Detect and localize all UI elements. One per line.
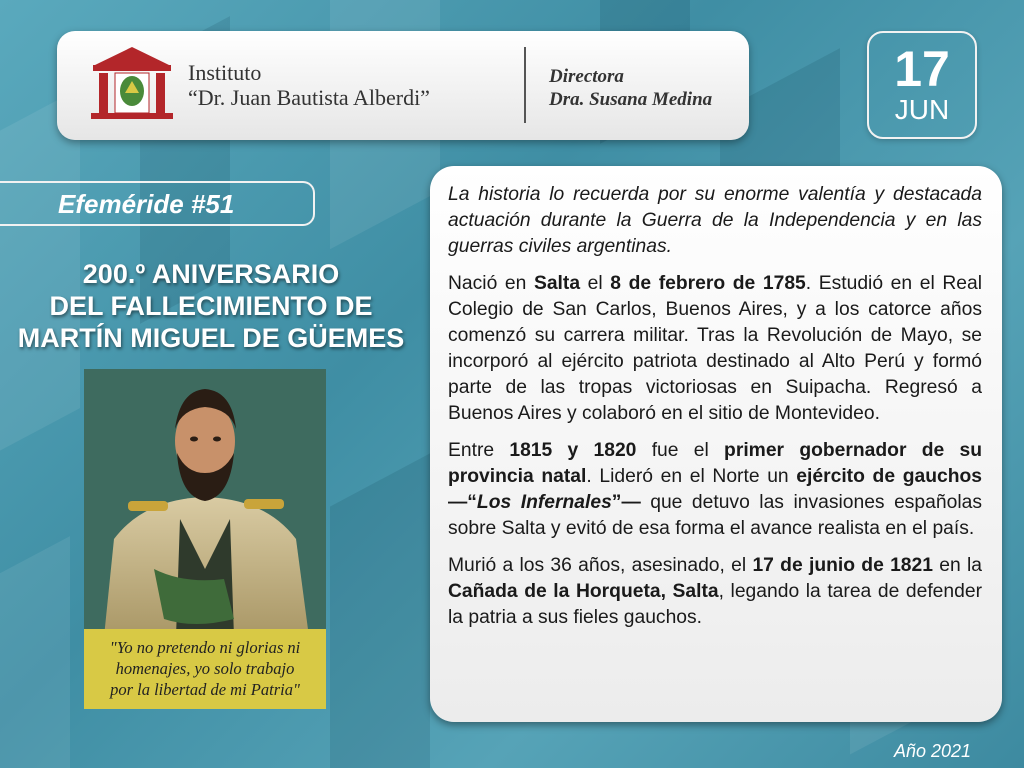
page-title: [5, 258, 417, 354]
quote-box: [84, 629, 326, 709]
institute-name-line1: Instituto: [188, 60, 262, 85]
header-divider: [524, 47, 526, 123]
death-paragraph: Murió a los 36 años, asesinado, el 17 de junio de 1821 en la Cañada de la Horqueta, Salta, legando la tarea de defender la patria a sus fieles gauchos.: [448, 555, 983, 628]
title-line-1: 200.º ANIVERSARIO: [82, 259, 340, 289]
date-month: JUN: [894, 94, 950, 125]
portrait-illustration: [84, 369, 326, 637]
intro-paragraph: La historia lo recuerda por su enorme valentía y destacada actuación durante la Guerra de la Independencia y en las guerras civiles argentinas.: [448, 184, 982, 257]
director-name: Dra. Susana Medina: [549, 89, 713, 110]
director-title: Directora: [549, 66, 624, 87]
quote-line-2: homenajes, yo solo trabajo: [115, 659, 295, 678]
institute-name-line2: “Dr. Juan Bautista Alberdi”: [188, 85, 430, 110]
year-label: Año 2021: [894, 741, 972, 761]
title-line-3: MARTÍN MIGUEL DE GÜEMES: [17, 323, 405, 353]
quote-line-3: por la libertad de mi Patria": [110, 680, 300, 699]
governor-paragraph: Entre 1815 y 1820 fue el primer gobernador de su provincia natal. Lideró en el Norte un ejército de gauchos —“Los Infernales”— que detuvo las invasiones españolas sobre Salta y evitó de esa forma el avance realista en el país.: [448, 440, 982, 539]
birth-paragraph: Nació en Salta el 8 de febrero de 1785. Estudió en el Real Colegio de San Carlos, Buenos Aires, y a los catorce años comenzó su carrera militar. Tras la Revolución de Mayo, se incorporó al ejército patriota destinado al Alto Perú y formó parte de las tropas victoriosas en Suipacha. Regresó a Buenos Aires y colaboró en el sitio de Montevideo.: [448, 273, 982, 424]
efemeride-tag: Efeméride #51: [0, 181, 315, 226]
header-card: [57, 31, 749, 140]
portrait-image: [84, 369, 326, 637]
title-line-2: DEL FALLECIMIENTO DE: [49, 291, 373, 321]
institute-building-icon: [85, 45, 179, 125]
biography-card: [430, 166, 1002, 722]
date-day: 17: [894, 41, 950, 97]
quote-line-1: "Yo no pretendo ni glorias ni: [109, 638, 301, 657]
date-badge: [867, 31, 977, 139]
